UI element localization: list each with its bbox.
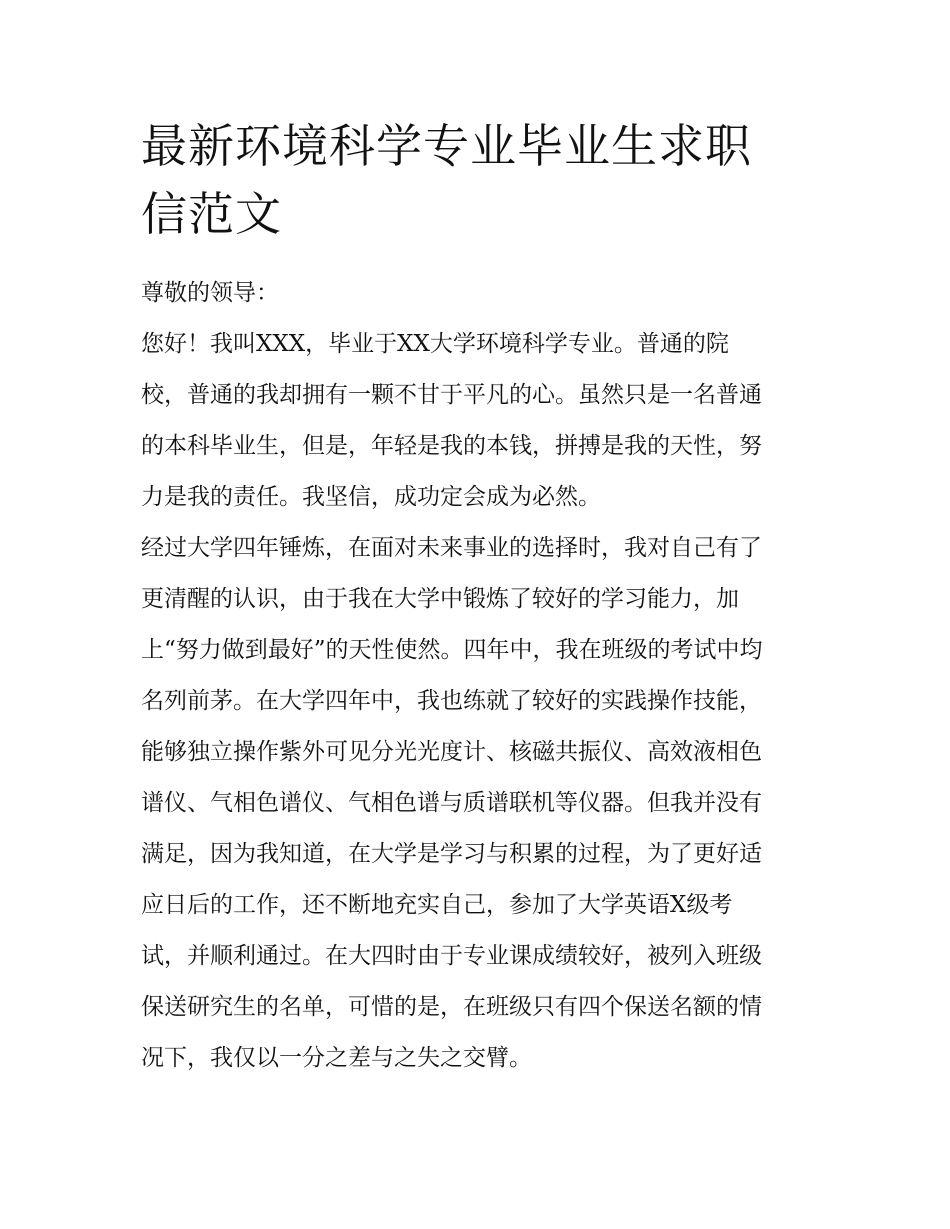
letter-body [141,268,813,1084]
text-line: 应日后的工作，还不断地充实自己，参加了大学英语X级考 [141,892,733,918]
text-line: 力是我的责任。我坚信，成功定会成为必然。 [141,484,601,510]
paragraph-2 [141,523,813,1084]
text-line: 更清醒的认识，由于我在大学中锻炼了较好的学习能力，加 [141,586,739,612]
document-page [141,112,813,1084]
text-line: 校，普通的我却拥有一颗不甘于平凡的心。虽然只是一名普通 [141,382,762,408]
text-line: 试，并顺利通过。在大四时由于专业课成绩较好，被列入班级 [141,943,762,969]
text-line: 保送研究生的名单，可惜的是，在班级只有四个保送名额的情 [141,994,762,1020]
text-line: 经过大学四年锤炼，在面对未来事业的选择时，我对自己有了 [141,535,762,561]
salutation-text: 尊敬的领导： [141,280,279,306]
text-line: 能够独立操作紫外可见分光光度计、核磁共振仪、高效液相色 [141,739,762,765]
text-line: 况下，我仅以一分之差与之失之交臂。 [141,1045,532,1071]
title-line: 最新环境科学专业毕业生求职 [141,119,752,173]
text-line: 谱仪、气相色谱仪、气相色谱与质谱联机等仪器。但我并没有 [141,790,762,816]
title-line: 信范文 [141,187,282,241]
salutation [141,268,813,319]
paragraph-1 [141,319,813,523]
text-line: 名列前茅。在大学四年中，我也练就了较好的实践操作技能， [141,688,762,714]
text-line: 您好！我叫XXX，毕业于XX大学环境科学专业。普通的院 [141,331,729,357]
text-line: 满足，因为我知道，在大学是学习与积累的过程，为了更好适 [141,841,762,867]
text-line: 上“努力做到最好”的天性使然。四年中，我在班级的考试中均 [141,637,763,663]
document-title [141,112,813,248]
text-line: 的本科毕业生，但是，年轻是我的本钱，拼搏是我的天性，努 [141,433,762,459]
